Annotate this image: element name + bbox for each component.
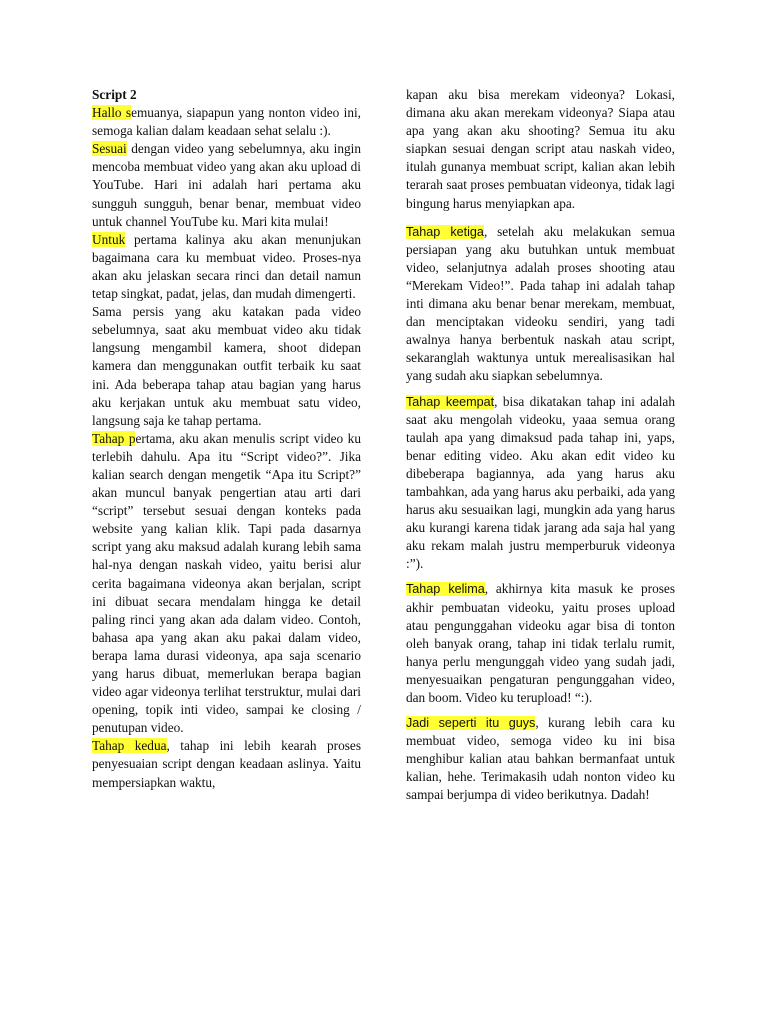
paragraph-text: dengan video yang sebelumnya, aku ingin mencoba membuat video yang akan aku upload di YouTube. Hari ini adalah hari pertama aku sungguh sungguh, benar benar, membuat video untuk channel YouTube ku. Mari kita mulai! [92, 141, 361, 229]
highlight-tahap-ketiga: Tahap ketiga [406, 224, 484, 239]
paragraph-text: Sama persis yang aku katakan pada video sebelumnya, saat aku membuat video aku tidak langsung mengambil kamera, shoot didepan kamera dan menggunakan outfit terbaik ku saat ini. Ada beberapa tahap atau bagian yang harus aku kerjakan untuk aku membuat satu video, langsung saja ke tahap pertama. [92, 304, 361, 428]
paragraph-greeting [92, 104, 361, 140]
paragraph-stage-2 [92, 737, 361, 791]
document-title: Script 2 [92, 87, 137, 102]
highlight-jadi-seperti-itu-guys: Jadi seperti itu guys [406, 716, 536, 731]
highlight-tahap-pertama: Tahap p [92, 430, 136, 446]
highlight-tahap-kedua: Tahap kedua [92, 738, 167, 754]
paragraph-text: ertama, aku akan menulis script video ku terlebih dahulu. Apa itu “Script video?”. Jika kalian search dengan mengetik “Apa itu Script?” akan muncul banyak pengertian atau arti dari “script” tersebut sesuai dengan konteks pada website yang kalian klik. Tapi pada dasarnya script yang aku maksud adalah kurang lebih sama hal-nya dengan naskah video, yaitu berisi alur cerita bagaimana videonya akan berjalan, script ini dibuat secara mendalam hingga ke detail paling rinci yang akan ada dalam video. Contoh, bahasa apa yang akan aku pakai dalam video, berapa lama durasi videonya, apa saja scenario yang harus dibuat, memerlukan berapa bagian video agar videonya terlihat terstruktur, mulai dari opening, topik inti video, sampai ke closing / penutupan video. [92, 430, 361, 736]
paragraph-stage-5 [406, 580, 675, 707]
highlight-tahap-kelima: Tahap kelima [406, 582, 485, 597]
paragraph-text: , akhirnya kita masuk ke proses akhir pembuatan videoku, yaitu proses upload atau pengunggahan videoku agar bisa di tonton oleh banyak orang, tahap ini tidak terlalu rumit, hanya perlu mengunggah video yang sudah jadi, menyesuaikan pengaturan pengunggahan video, dan boom. Video ku terupload! “:). [406, 581, 675, 705]
paragraph-text: , kurang lebih cara ku membuat video, semoga video ku ini bisa menghibur kalian atau bahkan bermanfaat untuk kalian, hehe. Terimakasih udah nonton video ku sampai berjumpa di video berikutnya. Dadah! [406, 715, 675, 803]
paragraph-intro [92, 140, 361, 230]
highlight-untuk: Untuk [92, 231, 126, 247]
paragraph-stage-3 [406, 223, 675, 386]
paragraph-stage-2-continued [406, 86, 675, 213]
right-column [406, 86, 675, 812]
paragraph-text: , setelah aku melakukan semua persiapan yang aku butuhkan untuk membuat video, selanjutnya adalah proses shooting atau “Merekam Video!”. Pada tahap ini adalah tahap inti dimana aku benar benar merekam, membuat, dan menciptakan videoku sendiri, yang tadi awalnya hanya berbentuk naskah atau script, sekaranglah waktunya untuk merealisasikan hal yang sudah aku siapkan sebelumnya. [406, 223, 676, 384]
paragraph-stage-4 [406, 393, 675, 574]
paragraph-text: , bisa dikatakan tahap ini adalah saat aku mengolah videoku, yaaa semua orang taulah apa yang dimaksud pada tahap ini, yaps, benar editing video. Aku akan edit video ku dibeberapa bagiannya, ada yang harus aku tambahkan, ada yang harus aku perbaiki, ada yang harus aku sesuaikan lagi, mungkin ada yang harus aku kurangi karena tidak jarang ada saja hal yang aku rekam malah justru memperburuk videonya :”). [406, 393, 675, 572]
highlight-hallo: Hallo s [92, 105, 132, 121]
paragraph-purpose [92, 231, 361, 303]
paragraph-closing [406, 714, 675, 804]
paragraph-overview [92, 303, 361, 430]
paragraph-text: pertama kalinya aku akan menunjukan bagaimana cara ku membuat video. Proses-nya akan aku jelaskan secara rinci dan detail namun tetap singkat, padat, jelas, dan mudah dimengerti. [92, 231, 361, 302]
highlight-tahap-keempat: Tahap keempat [406, 394, 495, 409]
paragraph-text: , tahap ini lebih kearah proses penyesuaian script dengan keadaan aslinya. Yaitu mempersiapkan waktu, [92, 738, 361, 790]
paragraph-text: kapan aku bisa merekam videonya? Lokasi, dimana aku akan merekam videonya? Siapa atau apa yang akan aku shooting? Semua itu aku siapkan sesuai dengan script atau naskah video, itulah gunanya membuat script, kalian akan lebih terarah saat proses pembuatan videonya, tidak lagi bingung harus menyiapkan apa. [406, 87, 675, 211]
left-column [92, 86, 361, 792]
highlight-sesuai: Sesuai [92, 141, 127, 157]
paragraph-stage-1 [92, 430, 361, 738]
paragraph-text: emuanya, siapapun yang nonton video ini, semoga kalian dalam keadaan sehat selalu :). [92, 105, 361, 139]
